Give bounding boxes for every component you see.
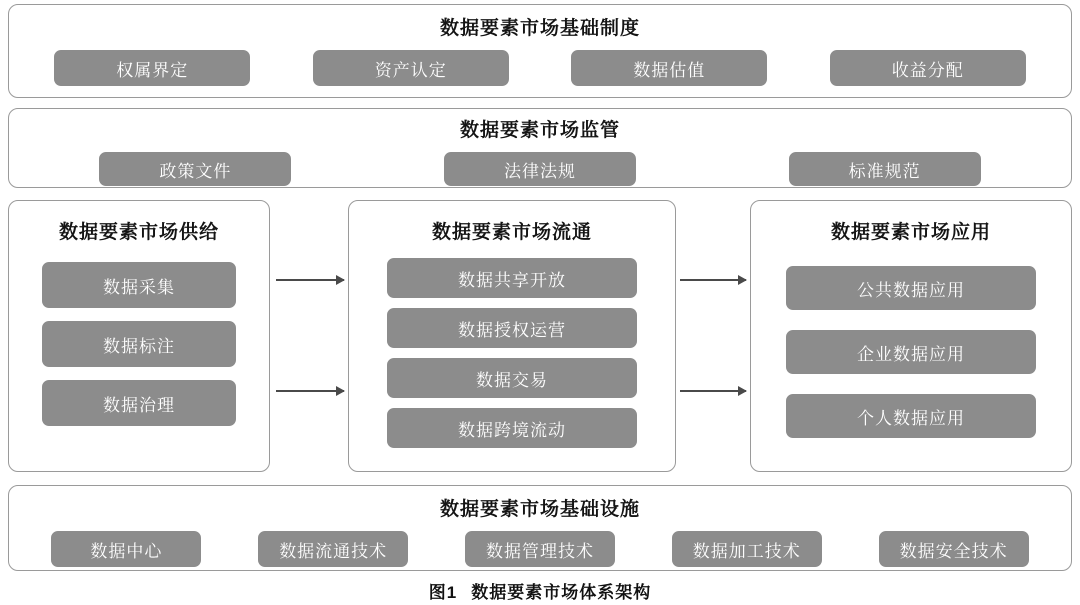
section-application [750,200,1072,472]
chip-column-supply [9,262,269,426]
section-supply [8,200,270,472]
chip-row-supervision [9,152,1071,186]
chip-standards-norms[interactable]: 标准规范 [789,152,981,186]
arrow-supply-to-circulation-upper-icon [276,279,344,281]
section-title-supply: 数据要素市场供给 [58,222,219,243]
chip-policy-documents[interactable]: 政策文件 [99,152,291,186]
chip-column-circulation [349,258,675,448]
section-title-circulation: 数据要素市场流通 [431,222,592,243]
chip-data-collection[interactable]: 数据采集 [42,262,236,308]
chip-column-application [751,266,1071,438]
arrow-circulation-to-application-upper-icon [680,279,746,281]
chip-data-processing-tech[interactable]: 数据加工技术 [672,531,822,567]
chip-data-center[interactable]: 数据中心 [51,531,201,567]
section-circulation [348,200,676,472]
section-infrastructure [8,485,1072,571]
arrow-circulation-to-application-lower-icon [680,390,746,392]
chip-data-annotation[interactable]: 数据标注 [42,321,236,367]
chip-data-trading[interactable]: 数据交易 [387,358,637,398]
chip-data-valuation[interactable]: 数据估值 [571,50,767,86]
figure-caption [0,578,1080,603]
figure-caption-text: 数据要素市场体系架构 [471,583,652,602]
chip-row-basic-system [9,50,1071,86]
section-title-infrastructure: 数据要素市场基础设施 [439,499,640,520]
chip-data-governance[interactable]: 数据治理 [42,380,236,426]
chip-cross-border-data-flow[interactable]: 数据跨境流动 [387,408,637,448]
chip-personal-data-application[interactable]: 个人数据应用 [786,394,1036,438]
section-title-application: 数据要素市场应用 [830,222,991,243]
figure-caption-number: 图1 [428,583,458,602]
chip-data-sharing-opening[interactable]: 数据共享开放 [387,258,637,298]
chip-revenue-distribution[interactable]: 收益分配 [830,50,1026,86]
chip-row-infrastructure [9,531,1071,567]
chip-data-authorized-operation[interactable]: 数据授权运营 [387,308,637,348]
chip-asset-recognition[interactable]: 资产认定 [313,50,509,86]
arrow-supply-to-circulation-lower-icon [276,390,344,392]
chip-ownership-definition[interactable]: 权属界定 [54,50,250,86]
section-supervision [8,108,1072,188]
chip-data-management-tech[interactable]: 数据管理技术 [465,531,615,567]
chip-data-circulation-tech[interactable]: 数据流通技术 [258,531,408,567]
chip-data-security-tech[interactable]: 数据安全技术 [879,531,1029,567]
section-title-basic-system: 数据要素市场基础制度 [439,18,640,39]
chip-public-data-application[interactable]: 公共数据应用 [786,266,1036,310]
chip-enterprise-data-application[interactable]: 企业数据应用 [786,330,1036,374]
section-title-supervision: 数据要素市场监管 [459,120,620,141]
chip-laws-regulations[interactable]: 法律法规 [444,152,636,186]
section-basic-system [8,4,1072,98]
